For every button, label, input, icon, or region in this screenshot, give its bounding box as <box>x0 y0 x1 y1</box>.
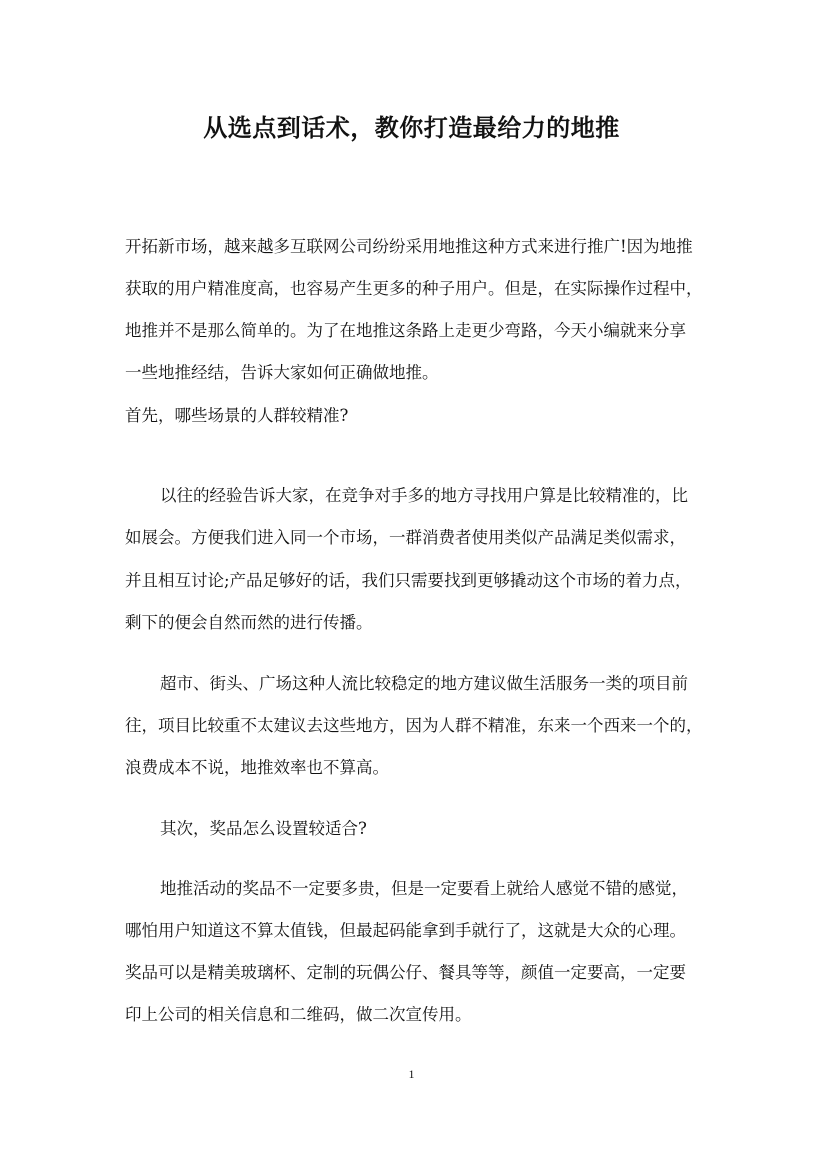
paragraph-line: 如展会。方便我们进入同一个市场，一群消费者使用类似产品满足类似需求， <box>125 528 686 547</box>
page-number: 1 <box>408 1067 415 1081</box>
paragraph-line: 地推并不是那么简单的。为了在地推这条路上走更少弯路，今天小编就来分享 <box>125 321 686 340</box>
paragraph-line: 超市、街头、广场这种人流比较稳定的地方建议做生活服务一类的项目前 <box>160 674 688 693</box>
paragraph-line: 浪费成本不说，地推效率也不算高。 <box>125 758 389 777</box>
paragraph-line: 剩下的便会自然而然的进行传播。 <box>125 613 373 632</box>
section-heading: 其次，奖品怎么设置较适合? <box>160 819 367 838</box>
paragraph-line: 开拓新市场，越来越多互联网公司纷纷采用地推这种方式来进行推广!因为地推 <box>125 237 693 256</box>
paragraph-line: 奖品可以是精美玻璃杯、定制的玩偶公仔、餐具等等，颜值一定要高，一定要 <box>125 963 686 982</box>
paragraph-line: 并且相互讨论;产品足够好的话，我们只需要找到更够撬动这个市场的着力点， <box>125 571 692 590</box>
paragraph-line: 一些地推经结，告诉大家如何正确做地推。 <box>125 363 439 382</box>
paragraph-line: 地推活动的奖品不一定要多贵，但是一定要看上就给人感觉不错的感觉， <box>160 879 688 898</box>
paragraph-line: 以往的经验告诉大家，在竞争对手多的地方寻找用户算是比较精准的，比 <box>160 486 688 505</box>
paragraph-line: 往，项目比较重不太建议去这些地方，因为人群不精准，东来一个西来一个的， <box>125 716 703 735</box>
paragraph-line: 哪怕用户知道这不算太值钱，但最起码能拿到手就行了，这就是大众的心理。 <box>125 921 686 940</box>
page-title: 从选点到话术，教你打造最给力的地推 <box>203 113 620 142</box>
paragraph-line: 印上公司的相关信息和二维码，做二次宣传用。 <box>125 1005 472 1024</box>
section-heading: 首先，哪些场景的人群较精准? <box>125 406 349 425</box>
paragraph-line: 获取的用户精准度高，也容易产生更多的种子用户。但是，在实际操作过程中， <box>125 279 703 298</box>
